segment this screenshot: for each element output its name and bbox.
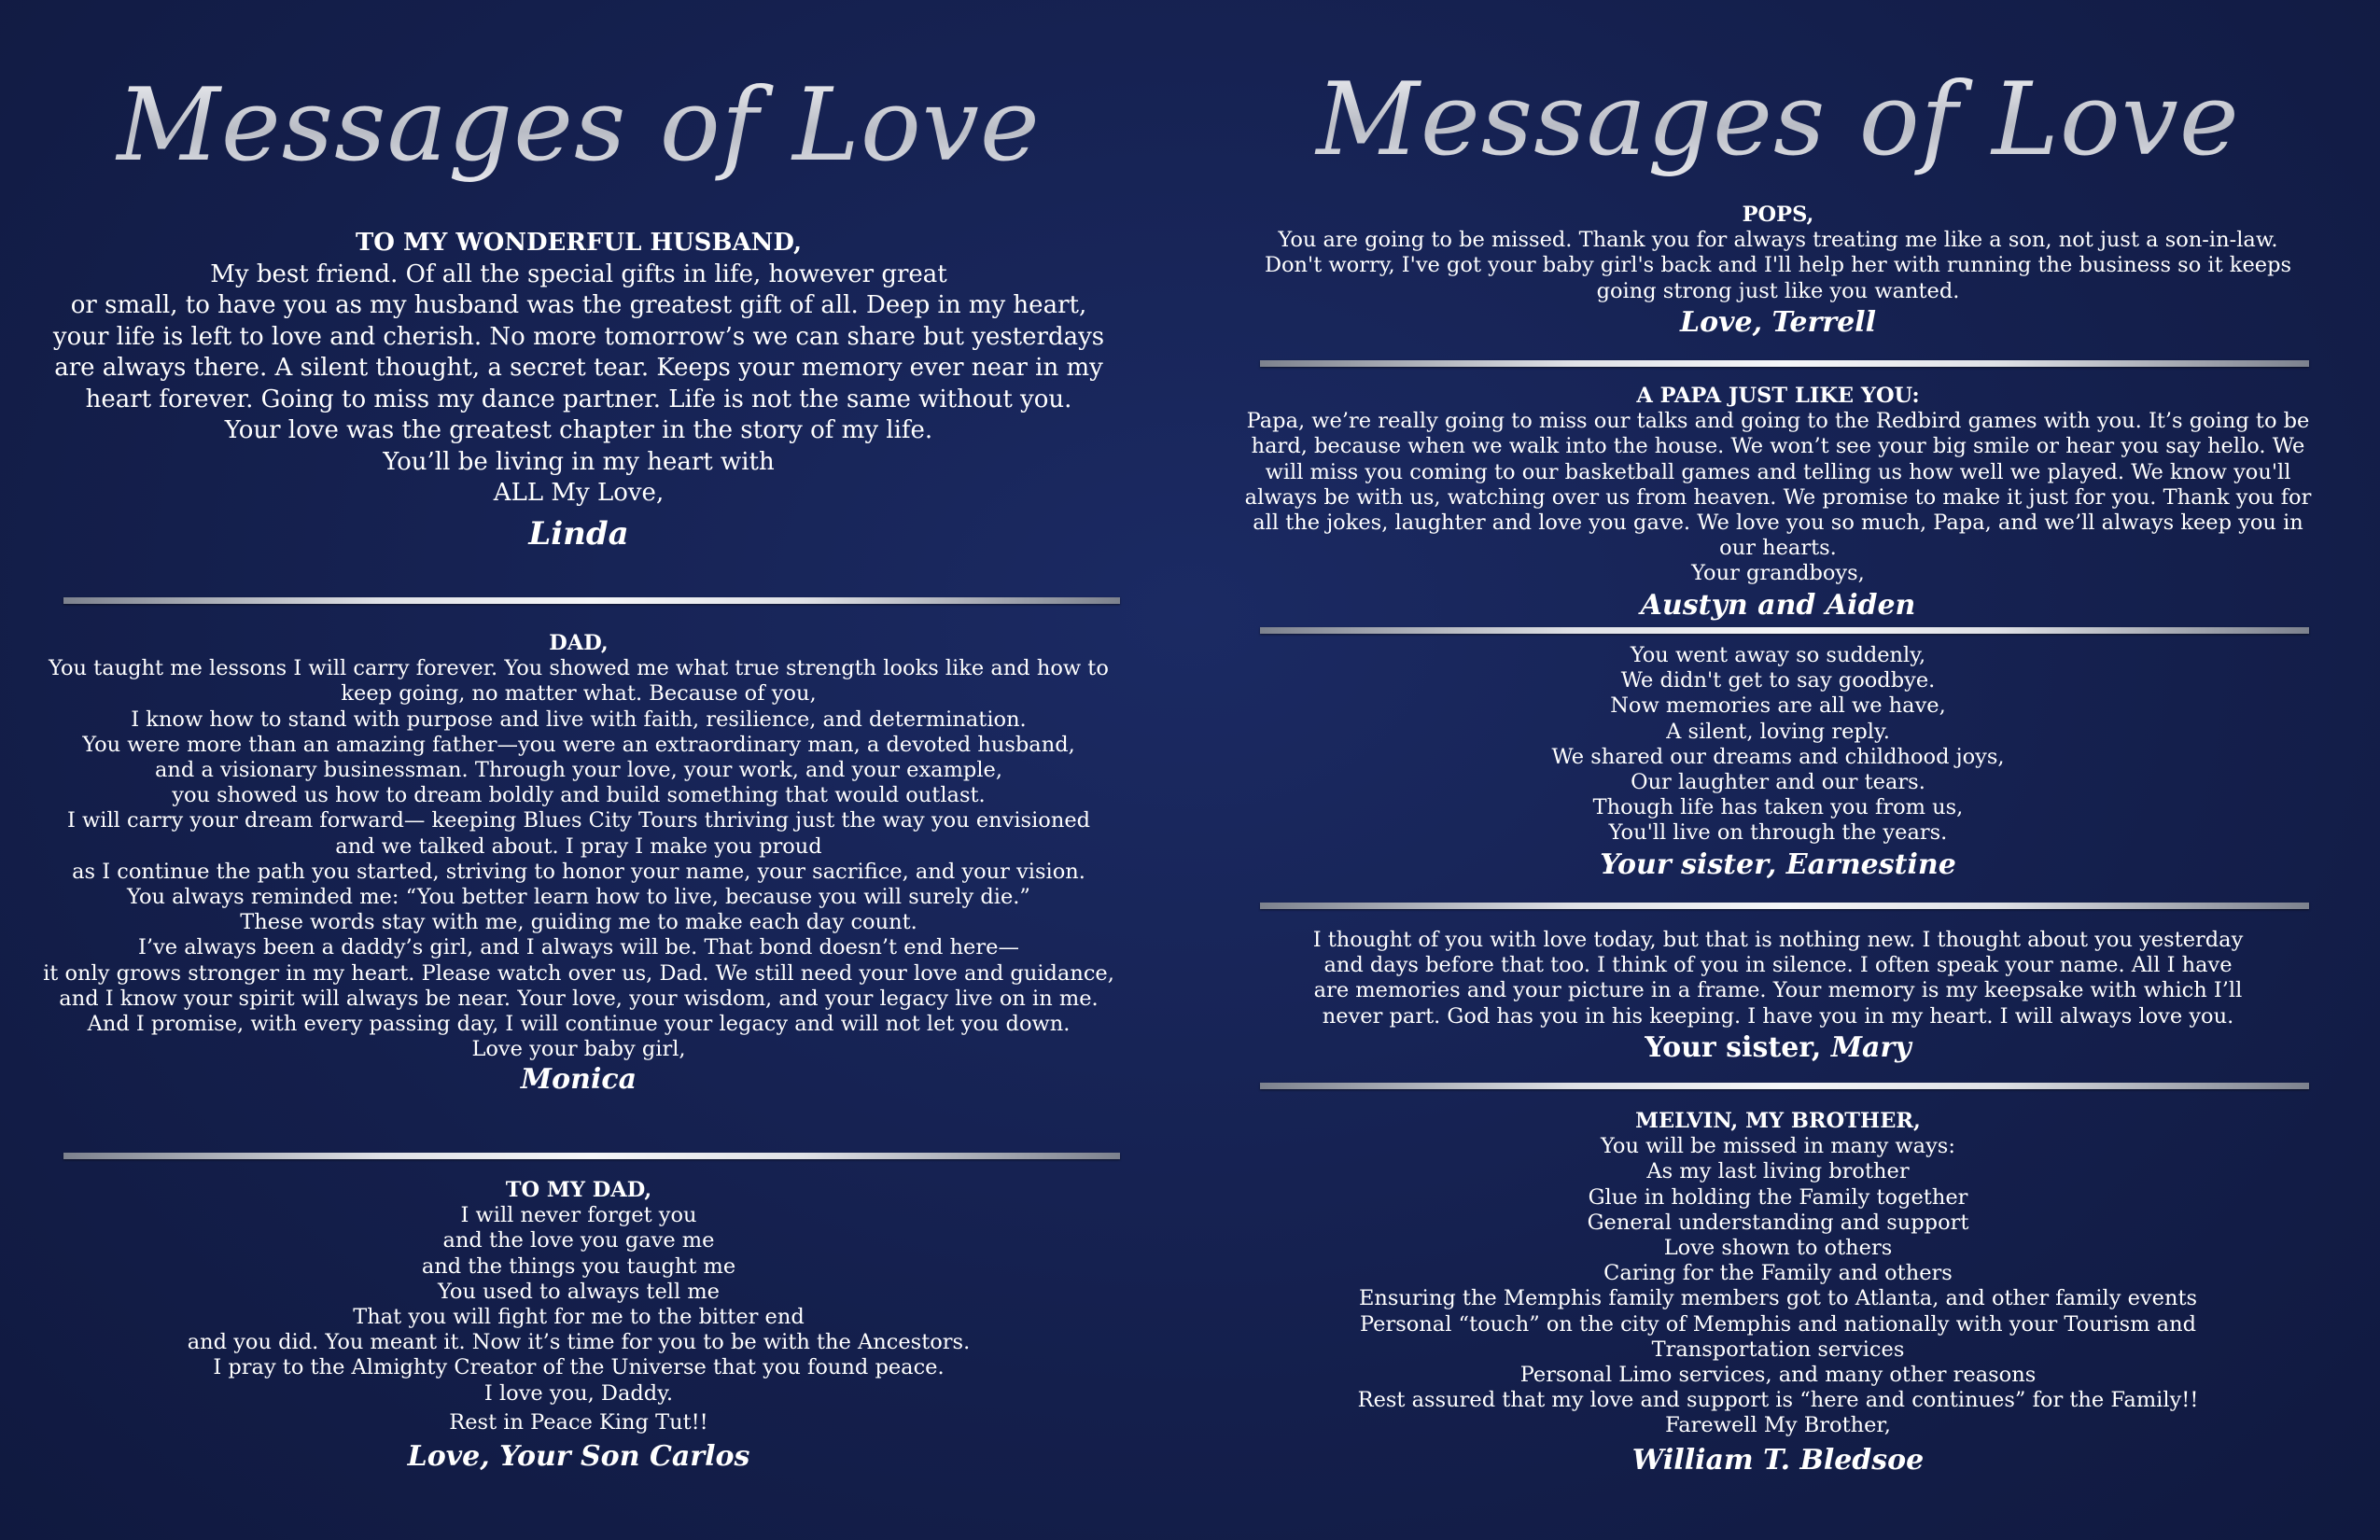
- message-line: Glue in holding the Family together: [1588, 1184, 1968, 1210]
- message-line: and days before that too. I think of you in silence. I often speak your name. All I have: [1323, 953, 2233, 978]
- message-line: will miss you coming to our basketball games and telling us how well we played. We know you'll: [1265, 459, 2291, 484]
- message-line: Don't worry, I've got your baby girl's back and I'll help her with running the business so it keeps: [1264, 253, 2292, 278]
- divider: [1260, 1083, 2309, 1089]
- message-line: We didn't get to say goodbye.: [1620, 668, 1936, 693]
- message-melvin: [1213, 1109, 2343, 1482]
- message-line: I know how to stand with purpose and live with faith, resilience, and determination.: [131, 707, 1027, 732]
- message-line: Love shown to others: [1663, 1236, 1893, 1261]
- message-line: You will be missed in many ways:: [1601, 1134, 1955, 1159]
- message-line: hard, because when we walk into the house. We won’t see your big smile or hear you say hello. We: [1251, 434, 2305, 459]
- message-heading: POPS,: [1742, 203, 1814, 227]
- message-signature: Austyn and Aiden: [1640, 588, 1916, 622]
- divider: [63, 1153, 1120, 1159]
- message-heading: MELVIN, MY BROTHER,: [1635, 1109, 1921, 1133]
- message-line: are always there. A silent thought, a secret tear. Keeps your memory ever near in my: [54, 354, 1103, 382]
- message-heading: TO MY WONDERFUL HUSBAND,: [355, 229, 803, 257]
- message-dad: [0, 631, 1157, 1098]
- message-line: That you will fight for me to the bitter end: [353, 1305, 805, 1330]
- message-line: My best friend. Of all the special gifts in life, however great: [210, 259, 947, 288]
- message-line: and a visionary businessman. Through your love, your work, and your example,: [155, 758, 1002, 783]
- right-page: [1213, 0, 2380, 1540]
- message-line: Transportation services: [1651, 1337, 1905, 1362]
- message-line: Now memories are all we have,: [1610, 693, 1946, 719]
- message-signature: Love, Terrell: [1680, 305, 1876, 339]
- message-line: I will never forget you: [460, 1203, 697, 1228]
- message-signature: Your sister, Earnestine: [1600, 847, 1956, 881]
- message-line: You’ll be living in my heart with: [383, 447, 775, 476]
- divider: [1260, 627, 2309, 634]
- message-heading: TO MY DAD,: [505, 1178, 652, 1202]
- message-line: your life is left to love and cherish. No more tomorrow’s we can share but yesterdays: [52, 322, 1105, 351]
- message-line: You are going to be missed. Thank you for always treating me like a son, not just a son-in-law.: [1278, 228, 2278, 253]
- message-line: keep going, no matter what. Because of you,: [341, 681, 817, 707]
- message-line: As my last living brother: [1646, 1159, 1910, 1184]
- message-husband: [0, 228, 1157, 558]
- message-line: And I promise, with every passing day, I will continue your legacy and will not let you down.: [87, 1012, 1071, 1037]
- message-line: You used to always tell me: [438, 1279, 720, 1304]
- message-line: I pray to the Almighty Creator of the Universe that you found peace.: [213, 1355, 945, 1380]
- message-line: You taught me lessons I will carry forever. You showed me what true strength looks like and how to: [49, 656, 1109, 681]
- message-line: always be with us, watching over us from heaven. We promise to make it just for you. Thank you for: [1244, 484, 2312, 510]
- message-line: or small, to have you as my husband was the greatest gift of all. Deep in my heart,: [70, 291, 1087, 319]
- message-line: You were more than an amazing father—you were an extraordinary man, a devoted husband,: [82, 732, 1075, 757]
- divider: [63, 597, 1120, 604]
- message-line: General understanding and support: [1587, 1210, 1969, 1235]
- message-line: Our laughter and our tears.: [1631, 770, 1925, 795]
- message-to-my-dad: [0, 1178, 1157, 1476]
- right-page-title: Messages of Love: [1213, 62, 2343, 178]
- left-page-title: Messages of Love: [0, 67, 1157, 184]
- message-line: Your grandboys,: [1691, 561, 1865, 586]
- message-line: We shared our dreams and childhood joys,: [1551, 744, 2005, 769]
- message-line: Love your baby girl,: [471, 1037, 686, 1062]
- message-line: and the love you gave me: [442, 1228, 715, 1253]
- divider: [1260, 903, 2309, 909]
- message-pops: [1213, 203, 2343, 342]
- message-signature: Monica: [520, 1063, 637, 1097]
- message-line: Caring for the Family and others: [1603, 1261, 1953, 1286]
- message-line: Farewell My Brother,: [1665, 1413, 1891, 1438]
- message-line: Rest assured that my love and support is “here and continues” for the Family!!: [1357, 1388, 2199, 1413]
- signature-name: Mary: [1830, 1030, 1911, 1064]
- message-line: our hearts.: [1719, 536, 1837, 561]
- message-line: as I continue the path you started, striving to honor your name, your sacrifice, and your vision.: [72, 859, 1085, 884]
- message-line: and the things you taught me: [421, 1253, 736, 1279]
- message-line: ALL My Love,: [493, 479, 665, 507]
- message-signature: William T. Bledsoe: [1631, 1443, 1925, 1477]
- left-page: [0, 0, 1157, 1540]
- divider: [1260, 360, 2309, 367]
- message-line: all the jokes, laughter and love you gave. We love you so much, Papa, and we’ll always keep you in: [1253, 511, 2303, 536]
- message-signature: Linda: [528, 514, 629, 553]
- message-mary: [1213, 928, 2343, 1067]
- message-signature: Love, Your Son Carlos: [407, 1439, 750, 1473]
- message-earnestine: [1213, 643, 2343, 884]
- message-line: Papa, we’re really going to miss our talks and going to the Redbird games with you. It’s going to be: [1246, 409, 2310, 434]
- message-line: Ensuring the Memphis family members got to Atlanta, and other family events: [1358, 1286, 2198, 1311]
- message-line: Rest in Peace King Tut!!: [449, 1409, 708, 1435]
- message-line: going strong just like you wanted.: [1596, 278, 1960, 303]
- message-heading: DAD,: [549, 631, 609, 655]
- message-line: and you did. You meant it. Now it’s time for you to be with the Ancestors.: [187, 1330, 971, 1355]
- message-line: Though life has taken you from us,: [1592, 795, 1964, 820]
- message-line: I love you, Daddy.: [483, 1380, 674, 1406]
- message-line: you showed us how to dream boldly and build something that would outlast.: [172, 783, 986, 808]
- message-line: You'll live on through the years.: [1608, 820, 1948, 846]
- message-signature: [1213, 1029, 2343, 1067]
- message-line: I thought of you with love today, but that is nothing new. I thought about you yesterday: [1312, 928, 2244, 952]
- signature-prefix: Your sister,: [1645, 1030, 1822, 1064]
- message-papa: [1213, 384, 2343, 624]
- message-line: heart forever. Going to miss my dance partner. Life is not the same without you.: [85, 385, 1072, 413]
- message-line: A silent, loving reply.: [1666, 719, 1890, 744]
- message-line: Personal Limo services, and many other reasons: [1519, 1363, 2037, 1388]
- message-line: Your love was the greatest chapter in the story of my life.: [224, 416, 933, 444]
- message-line: never part. God has you in his keeping. I have you in my heart. I will always love you.: [1322, 1003, 2234, 1029]
- message-line: and we talked about. I pray I make you proud: [335, 833, 822, 859]
- message-line: it only grows stronger in my heart. Please watch over us, Dad. We still need your love and guidance,: [43, 960, 1114, 986]
- message-line: You went away so suddenly,: [1630, 643, 1926, 667]
- message-line: These words stay with me, guiding me to make each day count.: [240, 910, 917, 935]
- message-line: I’ve always been a daddy’s girl, and I always will be. That bond doesn’t end here—: [138, 935, 1019, 960]
- message-line: are memories and your picture in a frame. Your memory is my keepsake with which I’ll: [1313, 978, 2243, 1003]
- message-line: I will carry your dream forward— keeping Blues City Tours thriving just the way you envisioned: [66, 808, 1091, 833]
- message-line: and I know your spirit will always be near. Your love, your wisdom, and your legacy live on in me.: [59, 986, 1099, 1011]
- message-heading: A PAPA JUST LIKE YOU:: [1636, 384, 1920, 408]
- message-line: Personal “touch” on the city of Memphis and nationally with your Tourism and: [1360, 1311, 2196, 1337]
- message-line: You always reminded me: “You better learn how to live, because you will surely die.”: [127, 885, 1030, 910]
